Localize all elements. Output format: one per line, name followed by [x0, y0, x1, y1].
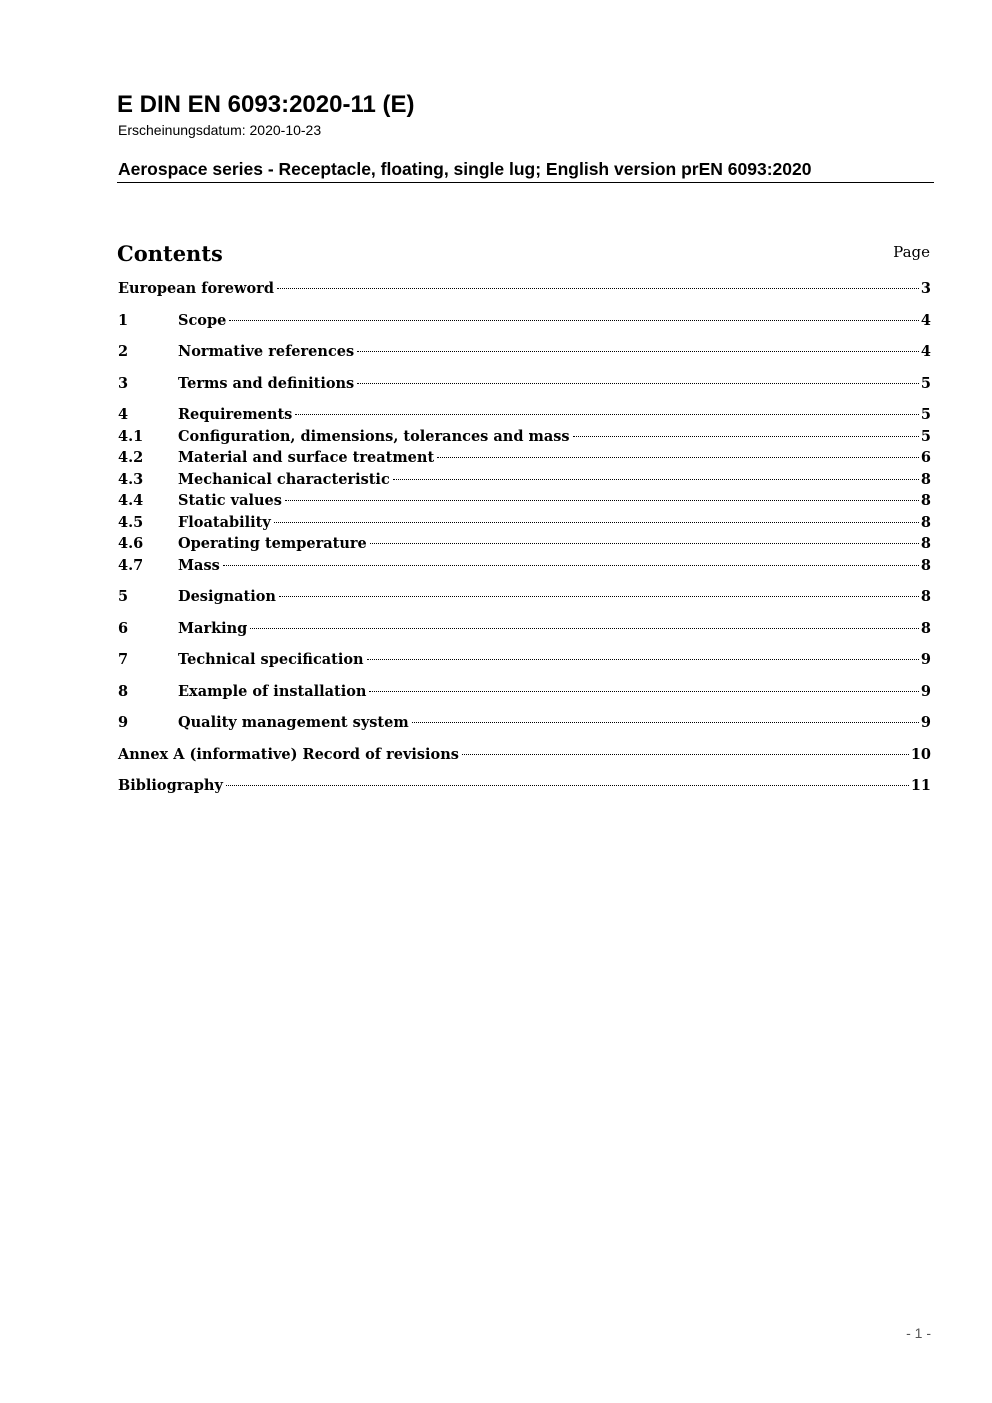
toc-leader	[295, 413, 919, 415]
toc-leader	[250, 627, 919, 629]
toc-entry[interactable]	[118, 681, 931, 703]
toc-entry-number: 5	[118, 588, 129, 605]
toc-entry-number: 6	[118, 619, 129, 637]
toc-entry-title: Static values	[178, 490, 284, 512]
toc-entry-title: Bibliography	[118, 775, 225, 797]
toc-entry-page: 4	[920, 343, 931, 360]
toc-entry-number: 4.7	[118, 556, 144, 574]
toc-leader	[437, 456, 919, 458]
toc-entry-title: Material and surface treatment	[178, 447, 436, 469]
toc-entry[interactable]	[118, 744, 931, 766]
toc-leader	[279, 595, 919, 597]
toc-leader	[274, 521, 919, 523]
toc-entry-number: 4.6	[118, 535, 144, 552]
toc-entry[interactable]	[118, 373, 931, 395]
toc-entry-title: Annex A (informative) Record of revisions	[118, 744, 461, 766]
toc-leader	[229, 319, 919, 321]
toc-entry[interactable]	[118, 586, 931, 608]
toc-entry-page: 9	[920, 714, 931, 731]
toc-entry-page: 5	[920, 374, 931, 392]
toc-entry-page: 10	[910, 745, 931, 763]
toc-leader	[226, 784, 909, 786]
toc-entry-title: Scope	[178, 310, 228, 332]
toc-entry-number: 4.1	[118, 427, 144, 445]
toc-entry[interactable]	[118, 712, 931, 734]
toc-entry[interactable]	[118, 426, 931, 448]
toc-entry-number: 1	[118, 311, 129, 329]
toc-entry[interactable]	[118, 512, 931, 534]
toc-entry-page: 5	[920, 427, 931, 445]
toc-entry-title: Mass	[178, 555, 222, 577]
toc-leader	[412, 721, 919, 723]
toc-entry-title: Quality management system	[178, 712, 411, 734]
toc-entry[interactable]	[118, 555, 931, 577]
toc-entry[interactable]	[118, 278, 931, 300]
header-rule	[117, 182, 934, 183]
toc-leader	[357, 382, 919, 384]
toc-entry-title: Marking	[178, 618, 249, 640]
toc-entry-title: Requirements	[178, 404, 294, 426]
contents-heading: Contents	[117, 241, 223, 266]
toc-leader	[370, 542, 919, 544]
toc-entry-title: Operating temperature	[178, 533, 369, 555]
toc-entry-page: 3	[920, 280, 931, 297]
toc-entry[interactable]	[118, 618, 931, 640]
toc-entry[interactable]	[118, 490, 931, 512]
toc-entry-number: 2	[118, 343, 129, 360]
toc-leader	[357, 350, 919, 352]
toc-entry[interactable]	[118, 775, 931, 797]
toc-entry-number: 7	[118, 651, 129, 668]
toc-entry-title: Floatability	[178, 512, 273, 534]
toc-entry-page: 9	[920, 651, 931, 668]
toc-leader	[367, 658, 919, 660]
toc-entry-title: Example of installation	[178, 681, 368, 703]
toc-leader	[285, 499, 919, 501]
toc-leader	[277, 287, 919, 289]
toc-entry-page: 4	[920, 311, 931, 329]
toc-entry-page: 8	[920, 619, 931, 637]
page-column-label: Page	[893, 243, 930, 261]
toc-entry-page: 5	[920, 406, 931, 423]
toc-leader	[369, 690, 918, 692]
toc-entry-number: 4.4	[118, 492, 144, 509]
toc-entry-page: 8	[920, 588, 931, 605]
page-number: - 1 -	[906, 1325, 931, 1341]
toc-entry-title: Terms and definitions	[178, 373, 356, 395]
toc-entry-number: 4.5	[118, 513, 144, 531]
publication-date: Erscheinungsdatum: 2020-10-23	[118, 122, 322, 138]
toc-entry-title: Configuration, dimensions, tolerances and mass	[178, 426, 572, 448]
toc-entry-number: 4	[118, 406, 129, 423]
toc-entry-page: 6	[920, 449, 931, 466]
document-title: E DIN EN 6093:2020-11 (E)	[117, 91, 415, 118]
toc-entry-title: Normative references	[178, 341, 356, 363]
toc-leader	[223, 564, 919, 566]
toc-entry-page: 11	[910, 777, 931, 794]
toc-entry-title: Technical specification	[178, 649, 366, 671]
toc-entry[interactable]	[118, 341, 931, 363]
toc-entry-page: 8	[920, 556, 931, 574]
toc-entry[interactable]	[118, 649, 931, 671]
toc-entry-number: 4.2	[118, 449, 144, 466]
toc-entry-page: 8	[920, 513, 931, 531]
toc-entry-number: 9	[118, 714, 129, 731]
toc-entry-page: 8	[920, 470, 931, 488]
toc-entry[interactable]	[118, 533, 931, 555]
toc-entry[interactable]	[118, 447, 931, 469]
toc-entry-number: 3	[118, 374, 129, 392]
toc-entry[interactable]	[118, 404, 931, 426]
toc-entry-page: 9	[920, 682, 931, 700]
toc-leader	[573, 435, 919, 437]
toc-leader	[462, 753, 909, 755]
toc-entry[interactable]	[118, 310, 931, 332]
toc-entry-title: Mechanical characteristic	[178, 469, 392, 491]
toc-entry-title: European foreword	[118, 278, 276, 300]
toc-entry-number: 4.3	[118, 470, 144, 488]
toc-entry-title: Designation	[178, 586, 278, 608]
toc-entry-page: 8	[920, 535, 931, 552]
toc-entry-page: 8	[920, 492, 931, 509]
toc-entry[interactable]	[118, 469, 931, 491]
toc-entry-number: 8	[118, 682, 129, 700]
toc-leader	[393, 478, 919, 480]
table-of-contents	[118, 278, 931, 797]
document-subtitle: Aerospace series - Receptacle, floating, single lug; English version prEN 6093:2020	[118, 159, 812, 179]
